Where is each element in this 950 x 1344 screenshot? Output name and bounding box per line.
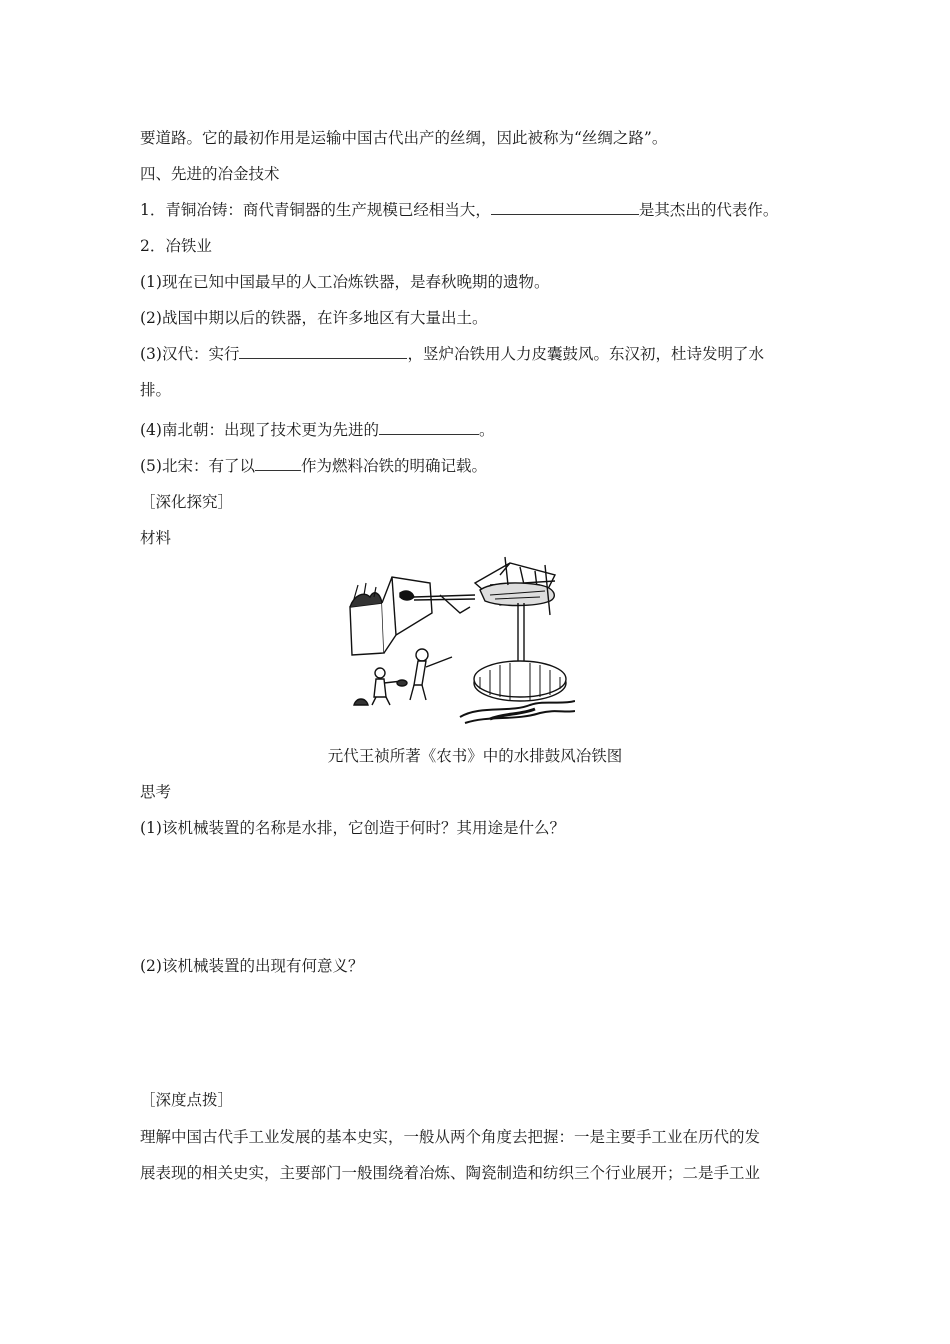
water-bellows-illustration	[340, 555, 575, 725]
label-think: 思考	[140, 783, 172, 801]
section-heading: ［深化探究］	[140, 493, 234, 511]
fill-blank[interactable]	[491, 200, 639, 215]
question-2: (2)该机械装置的出现有何意义？	[140, 957, 364, 975]
text-segment: 1．青铜冶铸：商代青铜器的生产规模已经相当大，	[140, 201, 491, 219]
section-heading: 四、先进的冶金技术	[140, 165, 280, 183]
text-line	[140, 344, 764, 364]
fill-blank[interactable]	[255, 456, 301, 471]
question-1: (1)该机械装置的名称是水排，它创造于何时？其用途是什么？	[140, 819, 565, 837]
text-segment: 。	[478, 421, 495, 439]
label-material: 材料	[140, 529, 172, 547]
fill-blank[interactable]	[379, 420, 479, 435]
text-segment: 是其杰出的代表作。	[638, 201, 779, 219]
text-segment: 作为燃料冶铁的明确记载。	[300, 457, 487, 475]
section-heading: ［深度点拨］	[140, 1091, 234, 1109]
text-line: 排。	[140, 381, 172, 399]
fill-blank[interactable]	[239, 344, 407, 359]
text-line: 展表现的相关史实，主要部门一般围绕着冶炼、陶瓷制造和纺织三个行业展开；二是手工业	[140, 1164, 761, 1182]
text-line	[140, 456, 487, 476]
text-segment: (4)南北朝：出现了技术更为先进的	[140, 421, 379, 439]
text-line: 要道路。它的最初作用是运输中国古代出产的丝绸，因此被称为“丝绸之路”。	[140, 129, 668, 147]
text-segment: (5)北宋：有了以	[140, 457, 255, 475]
text-segment: ，竖炉冶铁用人力皮囊鼓风。东汉初，杜诗发明了水	[407, 345, 764, 363]
text-segment: (3)汉代：实行	[140, 345, 240, 363]
text-line: (1)现在已知中国最早的人工冶炼铁器，是春秋晚期的遗物。	[140, 273, 550, 291]
text-line: 理解中国古代手工业发展的基本史实，一般从两个角度去把握：一是主要手工业在历代的发	[140, 1128, 761, 1146]
text-line	[140, 200, 778, 220]
figure-caption: 元代王祯所著《农书》中的水排鼓风冶铁图	[327, 747, 623, 765]
subsection-heading: 2．冶铁业	[140, 237, 212, 255]
water-powered-bellows-icon	[340, 555, 575, 725]
text-line: (2)战国中期以后的铁器，在许多地区有大量出土。	[140, 309, 488, 327]
text-line	[140, 420, 494, 440]
